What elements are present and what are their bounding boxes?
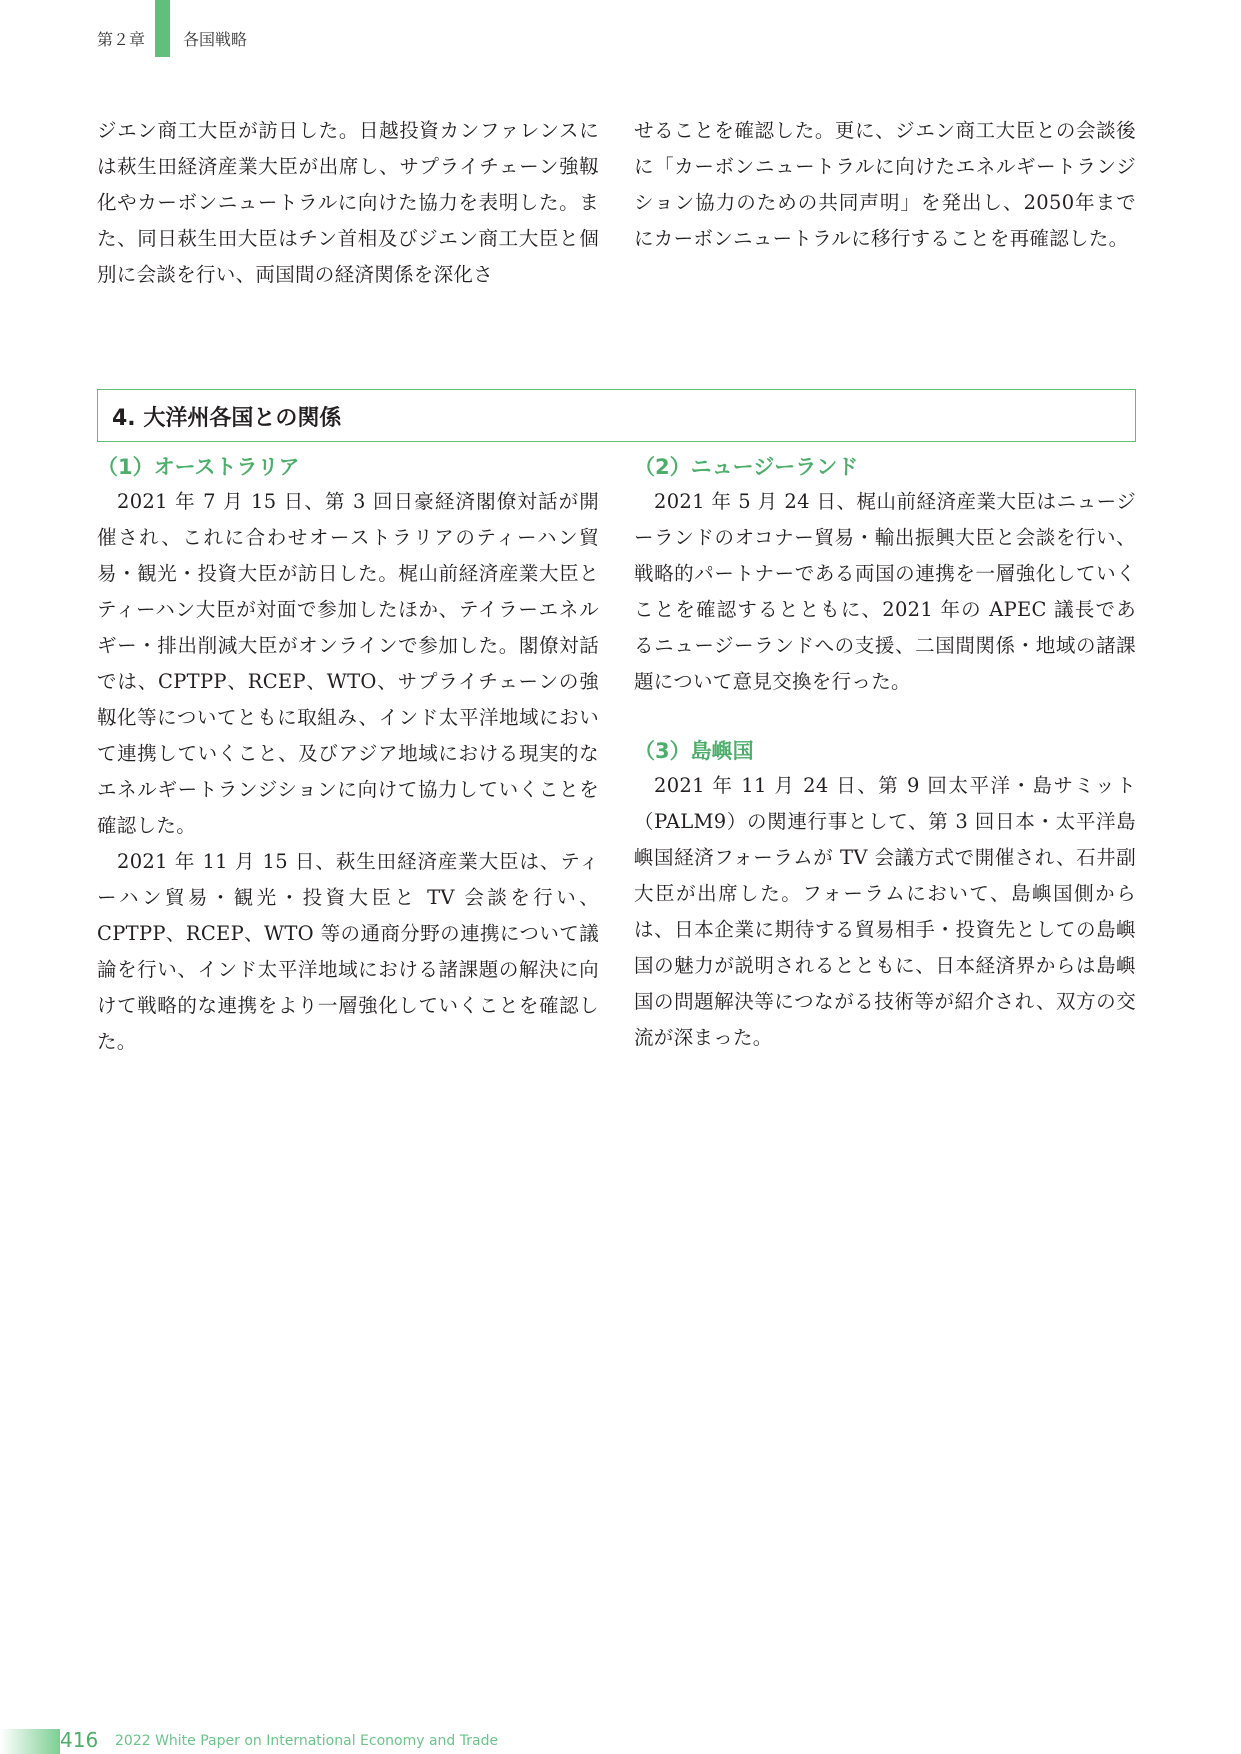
continuation-paragraph-left: ジエン商工大臣が訪日した。日越投資カンファレンスには萩生田経済産業大臣が出席し、サプライチェーン強靱化やカーボンニュートラルに向けた協力を表明した。また、同日萩生田大臣はチン首相及びジエン商工大臣と個別に会談を行い、両国間の経済関係を深化さ (97, 119, 599, 286)
chapter-label: 第２章 (97, 30, 146, 49)
footer-gradient-bar (0, 1729, 60, 1754)
australia-paragraph-2: 2021 年 11 月 15 日、萩生田経済産業大臣は、ティーハン貿易・観光・投資大臣と TV 会談を行い、CPTPP、RCEP、WTO 等の通商分野の連携について議論を行い、インド太平洋地域における諸課題の解決に向けて戦略的な連携をより一層強化していくことを確認した。 (97, 850, 599, 1053)
australia-column (97, 450, 599, 1060)
newzealand-paragraph: 2021 年 5 月 24 日、梶山前経済産業大臣はニュージーランドのオコナー貿易・輸出振興大臣と会談を行い、戦略的パートナーである両国の連携を一層強化していくことを確認するとともに、2021 年の APEC 議長であるニュージーランドへの支援、二国間関係・地域の諸課題について意見交換を行った。 (634, 490, 1136, 693)
australia-heading: （1）オーストラリア (97, 455, 300, 479)
newzealand-column (634, 450, 1136, 1056)
chapter-marker-bar (155, 0, 170, 57)
islands-heading: （3）島嶼国 (634, 739, 754, 763)
top-right-column (634, 113, 1136, 257)
section-title: 4. 大洋州各国との関係 (112, 406, 342, 431)
section-label: 各国戦略 (183, 30, 248, 49)
page-number: 416 (60, 1728, 99, 1752)
australia-paragraph-1: 2021 年 7 月 15 日、第 3 回日豪経済閣僚対話が開催され、これに合わせオーストラリアのティーハン貿易・観光・投資大臣が訪日した。梶山前経済産業大臣とティーハン大臣が対面で参加したほか、テイラーエネルギー・排出削減大臣がオンラインで参加した。閣僚対話では、CPTPP、RCEP、WTO、サプライチェーンの強靱化等についてともに取組み、インド太平洋地域において連携していくこと、及びアジア地域における現実的なエネルギートランジションに向けて協力していくことを確認した。 (97, 490, 599, 837)
section-heading-box (97, 389, 1136, 442)
islands-paragraph: 2021 年 11 月 24 日、第 9 回太平洋・島サミット（PALM9）の関連行事として、第 3 回日本・太平洋島嶼国経済フォーラムが TV 会議方式で開催され、石井副大臣が出席した。フォーラムにおいて、島嶼国側からは、日本企業に期待する貿易相手・投資先としての島嶼国の魅力が説明されるとともに、日本経済界からは島嶼国の問題解決等につながる技術等が紹介され、双方の交流が深まった。 (634, 774, 1136, 1049)
top-left-column (97, 113, 599, 293)
newzealand-heading: （2）ニュージーランド (634, 455, 859, 479)
continuation-paragraph-right: せることを確認した。更に、ジエン商工大臣との会談後に「カーボンニュートラルに向けたエネルギートランジション協力のための共同声明」を発出し、2050年までにカーボンニュートラルに移行することを再確認した。 (634, 119, 1136, 250)
publication-title: 2022 White Paper on International Economy and Trade (115, 1733, 499, 1749)
